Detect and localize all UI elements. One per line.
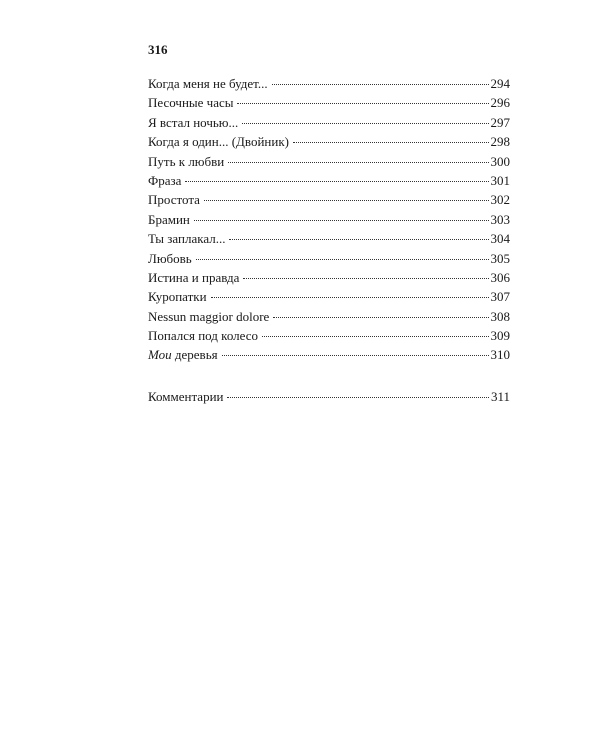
toc-entry: [148, 93, 510, 112]
toc-entry-page: 307: [490, 289, 510, 305]
toc-entry-title: Когда меня не будет...: [148, 76, 268, 91]
toc-entry-page: 308: [490, 308, 510, 324]
toc-entry-title: Любовь: [148, 250, 192, 266]
toc-dot-leader: [272, 84, 489, 85]
toc-dot-leader: [194, 220, 489, 221]
toc-dot-leader: [242, 123, 488, 124]
toc-entry: [148, 132, 510, 151]
toc-entry: [148, 190, 510, 209]
page-number: 316: [148, 42, 168, 57]
toc-entry-title: Куропатки: [148, 289, 207, 305]
toc-dot-leader: [293, 142, 489, 143]
toc-dot-leader: [228, 162, 488, 163]
toc-entry-page: 306: [490, 269, 510, 285]
toc-entry: [148, 113, 510, 132]
toc-entry-title: Nessun maggior dolore: [148, 308, 270, 324]
toc-entry-page: 303: [490, 211, 510, 227]
toc-entry-page: 298: [490, 134, 510, 150]
toc-entry-page: 300: [490, 153, 510, 169]
toc-dot-leader: [211, 297, 489, 298]
toc-entry: [148, 210, 510, 229]
toc-dot-leader: [273, 317, 488, 318]
toc-entry: [148, 229, 510, 248]
toc-entry-page: 309: [490, 328, 510, 344]
toc-entry-title: Истина и правда: [148, 269, 240, 285]
toc-dot-leader: [222, 355, 489, 356]
toc-entry: [148, 249, 510, 268]
toc-dot-leader: [185, 181, 488, 182]
toc-entry-title: Когда я один... (Двойник): [148, 134, 289, 150]
toc-entry: [148, 345, 510, 364]
toc-dot-leader: [229, 239, 488, 240]
toc-entry-title: Комментарии: [148, 388, 224, 404]
toc-entry-title: Брамин: [148, 211, 190, 227]
table-of-contents: [148, 74, 510, 406]
toc-entry-title: Песочные часы: [148, 95, 234, 111]
toc-entry-title: Путь к любви: [148, 153, 225, 169]
toc-entry-page: 302: [490, 192, 510, 208]
toc-entry-title: Я встал ночью...: [148, 114, 239, 130]
toc-entry-page: 297: [490, 114, 510, 130]
toc-entry-page: 305: [490, 250, 510, 266]
toc-entry-title: Фраза: [148, 172, 182, 188]
toc-entry: [148, 387, 510, 406]
toc-entry-page: 311: [490, 388, 510, 404]
toc-entry: [148, 268, 510, 287]
toc-entry: [148, 152, 510, 171]
toc-entry-page: 296: [490, 95, 510, 111]
toc-entry: [148, 326, 510, 345]
toc-entry: [148, 74, 510, 93]
toc-dot-leader: [237, 103, 488, 104]
toc-dot-leader: [204, 200, 489, 201]
toc-entry: [148, 287, 510, 306]
toc-dot-leader: [243, 278, 488, 279]
toc-entry-title: Попался под колесо: [148, 328, 258, 344]
toc-dot-leader: [262, 336, 489, 337]
toc-entry-page: 294: [490, 76, 510, 91]
toc-dot-leader: [196, 259, 489, 260]
toc-entry-title-italic: Мои: [148, 347, 172, 363]
toc-dot-leader: [227, 397, 488, 398]
toc-entry-page: 301: [490, 172, 510, 188]
toc-entry: [148, 171, 510, 190]
toc-entry-title: [148, 345, 218, 364]
toc-entry: [148, 307, 510, 326]
toc-entry-title: Простота: [148, 192, 200, 208]
toc-entry-page: 310: [490, 347, 510, 363]
toc-entry-title: Ты заплакал...: [148, 231, 226, 247]
toc-entry-title-rest: деревья: [171, 347, 218, 363]
toc-entry-page: 304: [490, 231, 510, 247]
